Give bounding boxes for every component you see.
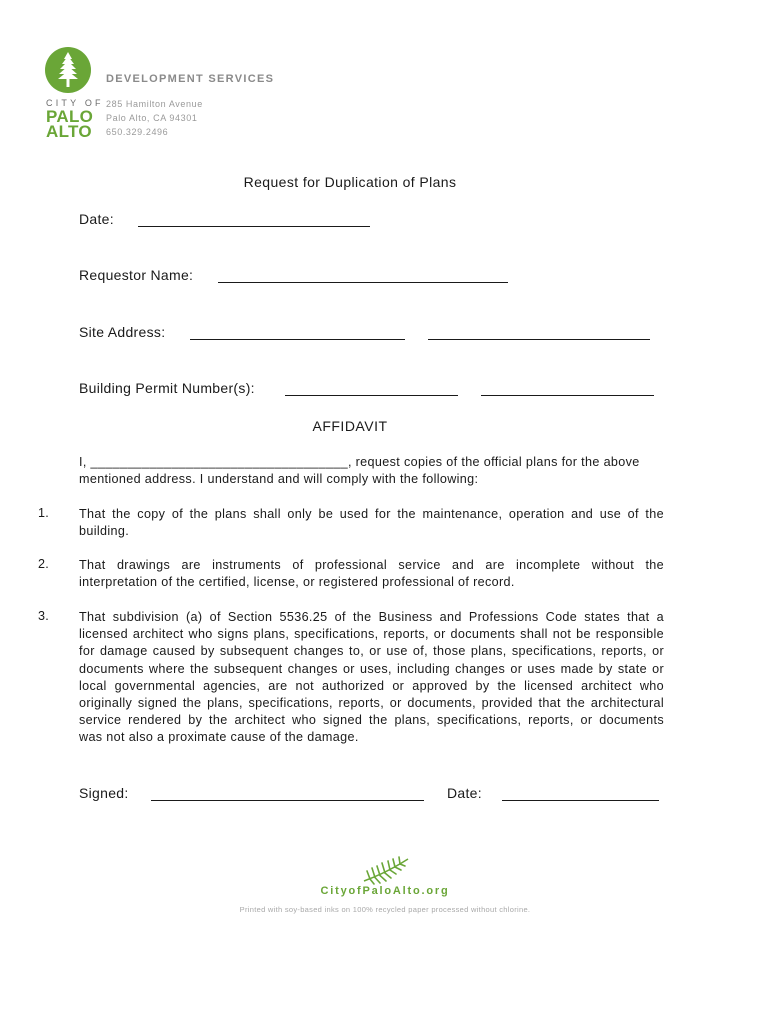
permit-number-field-line-1[interactable] <box>285 395 458 396</box>
affidavit-intro-line-1: I, ___________________________________, request copies of the official plans for the above <box>79 455 640 469</box>
requestor-name-label: Requestor Name: <box>79 267 194 283</box>
affidavit-item-3 <box>79 609 664 747</box>
item-number-2: 2. <box>38 557 50 571</box>
logo-palo: PALO <box>46 107 94 126</box>
item-3-line-2: licensed architect who signs plans, specifications, reports, or documents shall not be responsible <box>79 627 664 642</box>
redwood-tree-icon <box>44 46 92 94</box>
footer-website: CityofPaloAlto.org <box>320 885 450 897</box>
address-line-1: 285 Hamilton Avenue <box>106 99 203 109</box>
item-3-line-8: was not also a proximate cause of the damage. <box>79 730 359 745</box>
logo-city-of: CITY OF <box>46 98 104 108</box>
footer-recycled-note: Printed with soy-based inks on 100% recycled paper processed without chlorine. <box>239 905 531 914</box>
fern-icon <box>362 855 410 885</box>
signature-field-line[interactable] <box>151 800 424 801</box>
site-address-label: Site Address: <box>79 324 166 340</box>
item-2-line-1: That drawings are instruments of professional service and are incomplete without the <box>79 558 664 572</box>
phone-number: 650.329.2496 <box>106 127 169 137</box>
item-3-line-3: for damage caused by subsequent changes to, or use of, those plans, specifications, reports, or <box>79 644 664 659</box>
affidavit-item-1 <box>79 506 664 540</box>
affidavit-intro-line-2: mentioned address. I understand and will comply with the following: <box>79 472 479 487</box>
affidavit-intro <box>79 454 664 488</box>
item-number-1: 1. <box>38 506 50 520</box>
item-3-line-6: originally signed the plans, specifications, reports, or documents, provided that the architectural <box>79 696 664 711</box>
signature-date-label: Date: <box>447 785 482 801</box>
form-title: Request for Duplication of Plans <box>243 174 457 190</box>
logo-alto: ALTO <box>46 122 92 141</box>
requestor-name-field-line[interactable] <box>218 282 508 283</box>
item-1-line-2: building. <box>79 524 130 539</box>
signed-label: Signed: <box>79 785 129 801</box>
date-field-line[interactable] <box>138 226 370 227</box>
site-address-field-line-2[interactable] <box>428 339 650 340</box>
affidavit-heading: AFFIDAVIT <box>312 418 388 434</box>
signature-date-field-line[interactable] <box>502 800 659 801</box>
item-2-line-2: interpretation of the certified, license, or registered professional of record. <box>79 575 515 590</box>
item-3-line-4: documents where the subsequent changes or uses, including changes or uses made by state or <box>79 661 664 676</box>
item-3-line-7: service rendered by the architect who signed the plans, specifications, reports, or documents <box>79 713 664 728</box>
building-permit-label: Building Permit Number(s): <box>79 380 255 396</box>
item-number-3: 3. <box>38 609 50 623</box>
site-address-field-line-1[interactable] <box>190 339 405 340</box>
item-3-line-5: local governmental agencies, are not authorized or approved by the licensed architect who <box>79 678 664 693</box>
department-name: DEVELOPMENT SERVICES <box>106 73 275 85</box>
item-1-line-1: That the copy of the plans shall only be used for the maintenance, operation and use of the <box>79 507 664 521</box>
affidavit-item-2 <box>79 557 664 591</box>
address-line-2: Palo Alto, CA 94301 <box>106 113 198 123</box>
date-label: Date: <box>79 211 114 227</box>
permit-number-field-line-2[interactable] <box>481 395 654 396</box>
item-3-line-1: That subdivision (a) of Section 5536.25 of the Business and Professions Code states that a <box>79 610 664 624</box>
